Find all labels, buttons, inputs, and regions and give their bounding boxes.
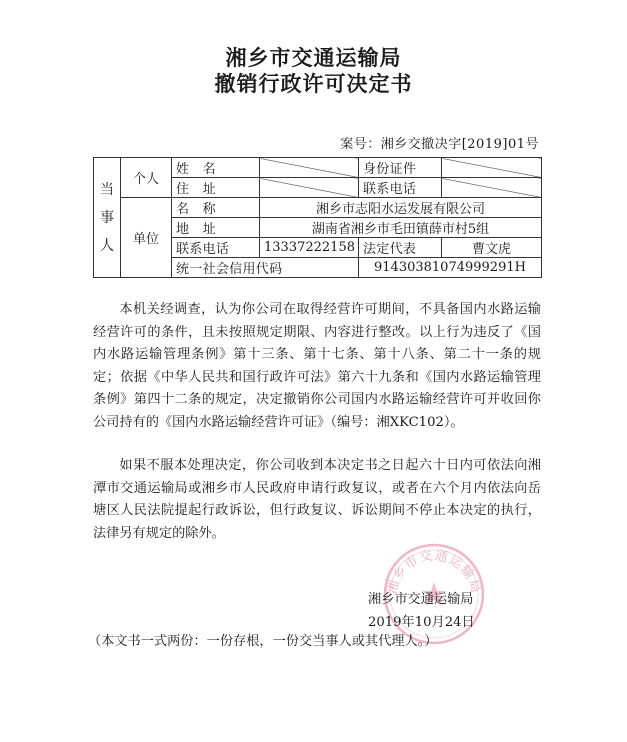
unit-phone-value: 13337222158 bbox=[260, 238, 359, 258]
unit-address-value: 湖南省湘乡市毛田镇薛市村5组 bbox=[260, 218, 542, 238]
document-title-line2: 撤销行政许可决定书 bbox=[214, 72, 413, 96]
individual-name-value bbox=[260, 158, 359, 178]
issue-date: 2019年10月24日 bbox=[368, 615, 475, 630]
decision-paragraph: 本机关经调查，认为你公司在取得经营许可期间，不具备国内水路运输经营许可的条件，且未按照规定期限、内容进行整改。以上行为违反了《国内水路运输管理条例》第十三条、第十七条、第十八条、第二十一条的规定；依据《中华人民共和国行政许可法》第六十九条和《国内水路运输管理条例》第四十二条的规定，决定撤销你公司国内水路运输经营许可并收回你公司持有的《国内水路运输经营许可证》（编号：湘XKC102）。 bbox=[93, 302, 541, 430]
seal-text: 湘乡市交通运输局 bbox=[384, 548, 484, 596]
unit-name-value: 湘乡市志阳水运发展有限公司 bbox=[260, 198, 542, 218]
individual-id-label: 身份证件 bbox=[359, 158, 442, 178]
legal-rep-label: 法定代表 bbox=[359, 238, 442, 258]
credit-code-label: 统一社会信用代码 bbox=[172, 258, 359, 278]
unit-category: 单位 bbox=[121, 198, 172, 278]
unit-address-label: 地 址 bbox=[172, 218, 260, 238]
copies-note: （本文书一式两份：一份存根，一份交当事人或其代理人。） bbox=[88, 634, 438, 649]
appeal-paragraph: 如果不服本处理决定，你公司收到本决定书之日起六十日内可依法向湘潭市交通运输局或湘乡市人民政府申请行政复议，或者在六个月内依法向岳塘区人民法院提起行政诉讼，但行政复议、诉讼期间不停止本决定的执行，法律另有规定的除外。 bbox=[93, 458, 541, 541]
case-number: 案号：湘乡交撤决字[2019]01号 bbox=[340, 137, 539, 152]
individual-id-value bbox=[442, 158, 542, 178]
individual-address-label: 住 址 bbox=[172, 178, 260, 198]
unit-name-label: 名 称 bbox=[172, 198, 260, 218]
individual-address-value bbox=[260, 178, 359, 198]
credit-code-value: 91430381074999291H bbox=[359, 258, 542, 278]
individual-phone-label: 联系电话 bbox=[359, 178, 442, 198]
document-title-line1: 湘乡市交通运输局 bbox=[225, 46, 402, 70]
unit-phone-label: 联系电话 bbox=[172, 238, 260, 258]
party-label: 当 事 人 bbox=[94, 158, 121, 278]
individual-category: 个人 bbox=[121, 158, 172, 198]
legal-rep-value: 曹文虎 bbox=[442, 238, 542, 258]
issuing-organization: 湘乡市交通运输局 bbox=[368, 592, 474, 607]
individual-phone-value bbox=[442, 178, 542, 198]
party-info-table bbox=[93, 157, 542, 278]
individual-name-label: 姓 名 bbox=[172, 158, 260, 178]
